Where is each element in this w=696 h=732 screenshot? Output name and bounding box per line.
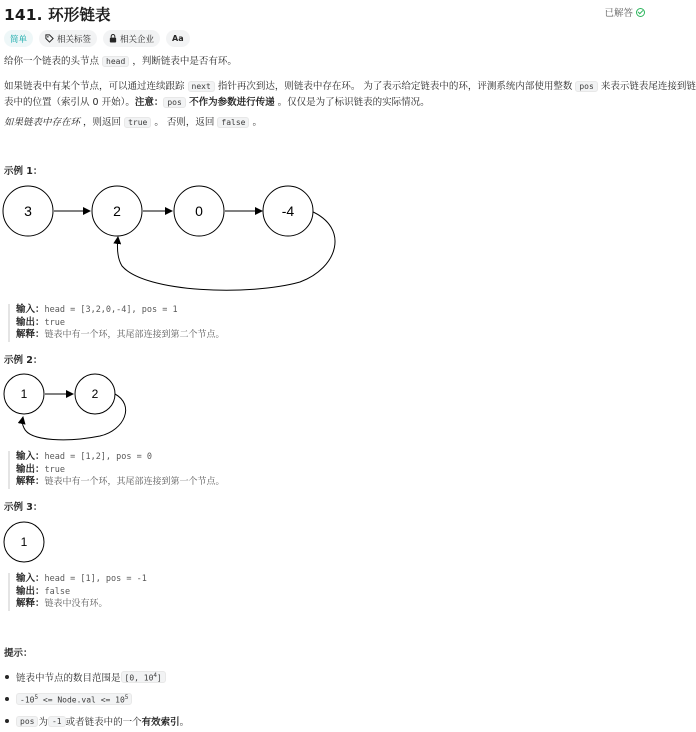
description-p3: 如果链表中存在环 ，则返回 true 。 否则，返回 false 。 bbox=[4, 117, 263, 128]
difficulty-label: 简单 bbox=[10, 34, 28, 45]
node-1 bbox=[4, 374, 44, 414]
example-1-diagram bbox=[0, 178, 350, 293]
svg-text:2: 2 bbox=[113, 203, 121, 219]
problem-title: 141. 环形链表 bbox=[4, 6, 111, 24]
svg-text:2: 2 bbox=[91, 387, 99, 401]
tag-bar bbox=[4, 30, 190, 47]
solved-status bbox=[604, 5, 645, 19]
solved-label: 已解答 bbox=[604, 8, 633, 19]
example-2-diagram bbox=[0, 370, 140, 445]
example-2-heading: 示例 2： bbox=[4, 355, 43, 366]
node-2 bbox=[75, 374, 115, 414]
node-2 bbox=[92, 186, 142, 236]
constraints-heading: 提示： bbox=[4, 648, 33, 659]
check-circle-icon bbox=[636, 8, 645, 17]
description-p1: 给你一个链表的头节点 head ，判断链表中是否有环。 bbox=[4, 56, 237, 67]
node-4 bbox=[263, 186, 313, 236]
example-3-heading: 示例 3： bbox=[4, 502, 43, 513]
svg-text:3: 3 bbox=[24, 203, 32, 219]
svg-text:0: 0 bbox=[195, 203, 203, 219]
lock-icon bbox=[109, 34, 117, 43]
node-1 bbox=[4, 522, 44, 562]
example-3-block: 输入：head = [1], pos = -1 输出：false 解释：链表中没有环。 bbox=[8, 573, 147, 611]
example-1-heading: 示例 1： bbox=[4, 166, 43, 177]
tag-icon bbox=[45, 34, 54, 43]
svg-text:-4: -4 bbox=[281, 203, 295, 219]
font-size-button[interactable] bbox=[166, 30, 190, 47]
node-1 bbox=[3, 186, 53, 236]
constraints-list bbox=[4, 666, 189, 732]
example-2-block: 输入：head = [1,2], pos = 0 输出：true 解释：链表中有一个环，其尾部连接到第一个节点。 bbox=[8, 451, 225, 489]
related-companies-button[interactable] bbox=[103, 30, 160, 47]
svg-text:1: 1 bbox=[20, 387, 28, 401]
example-3-diagram bbox=[0, 520, 60, 568]
constraint-1: 链表中节点的数目范围是 [0, $10^4$] bbox=[4, 666, 189, 688]
related-companies-label: 相关企业 bbox=[120, 34, 155, 45]
node-3 bbox=[174, 186, 224, 236]
difficulty-tag[interactable] bbox=[4, 30, 33, 47]
svg-text:1: 1 bbox=[20, 535, 28, 549]
related-tags-label: 相关标签 bbox=[57, 34, 92, 45]
constraint-2: $-10^5$ <= Node.val <= $10^5$ bbox=[4, 688, 189, 710]
related-tags-button[interactable] bbox=[39, 30, 97, 47]
constraint-3: pos 为 -1 或者链表中的一个 有效索引 。 bbox=[4, 710, 189, 732]
description-p2: 如果链表中有某个节点，可以通过连续跟踪 next 指针再次到达，则链表中存在环。 为了表示给定链表中的环，评测系统内部使用整数 pos 来表示链表尾连接到链 表中的位置（索引从 0 开始）。注意： pos 不作为参数进行传递 。仅仅是为了标识链表的实际情况。 bbox=[4, 81, 696, 108]
example-1-block: 输入：head = [3,2,0,-4], pos = 1 输出：true 解释：链表中有一个环，其尾部连接到第二个节点。 bbox=[8, 304, 225, 342]
font-icon: Aa bbox=[172, 34, 184, 43]
